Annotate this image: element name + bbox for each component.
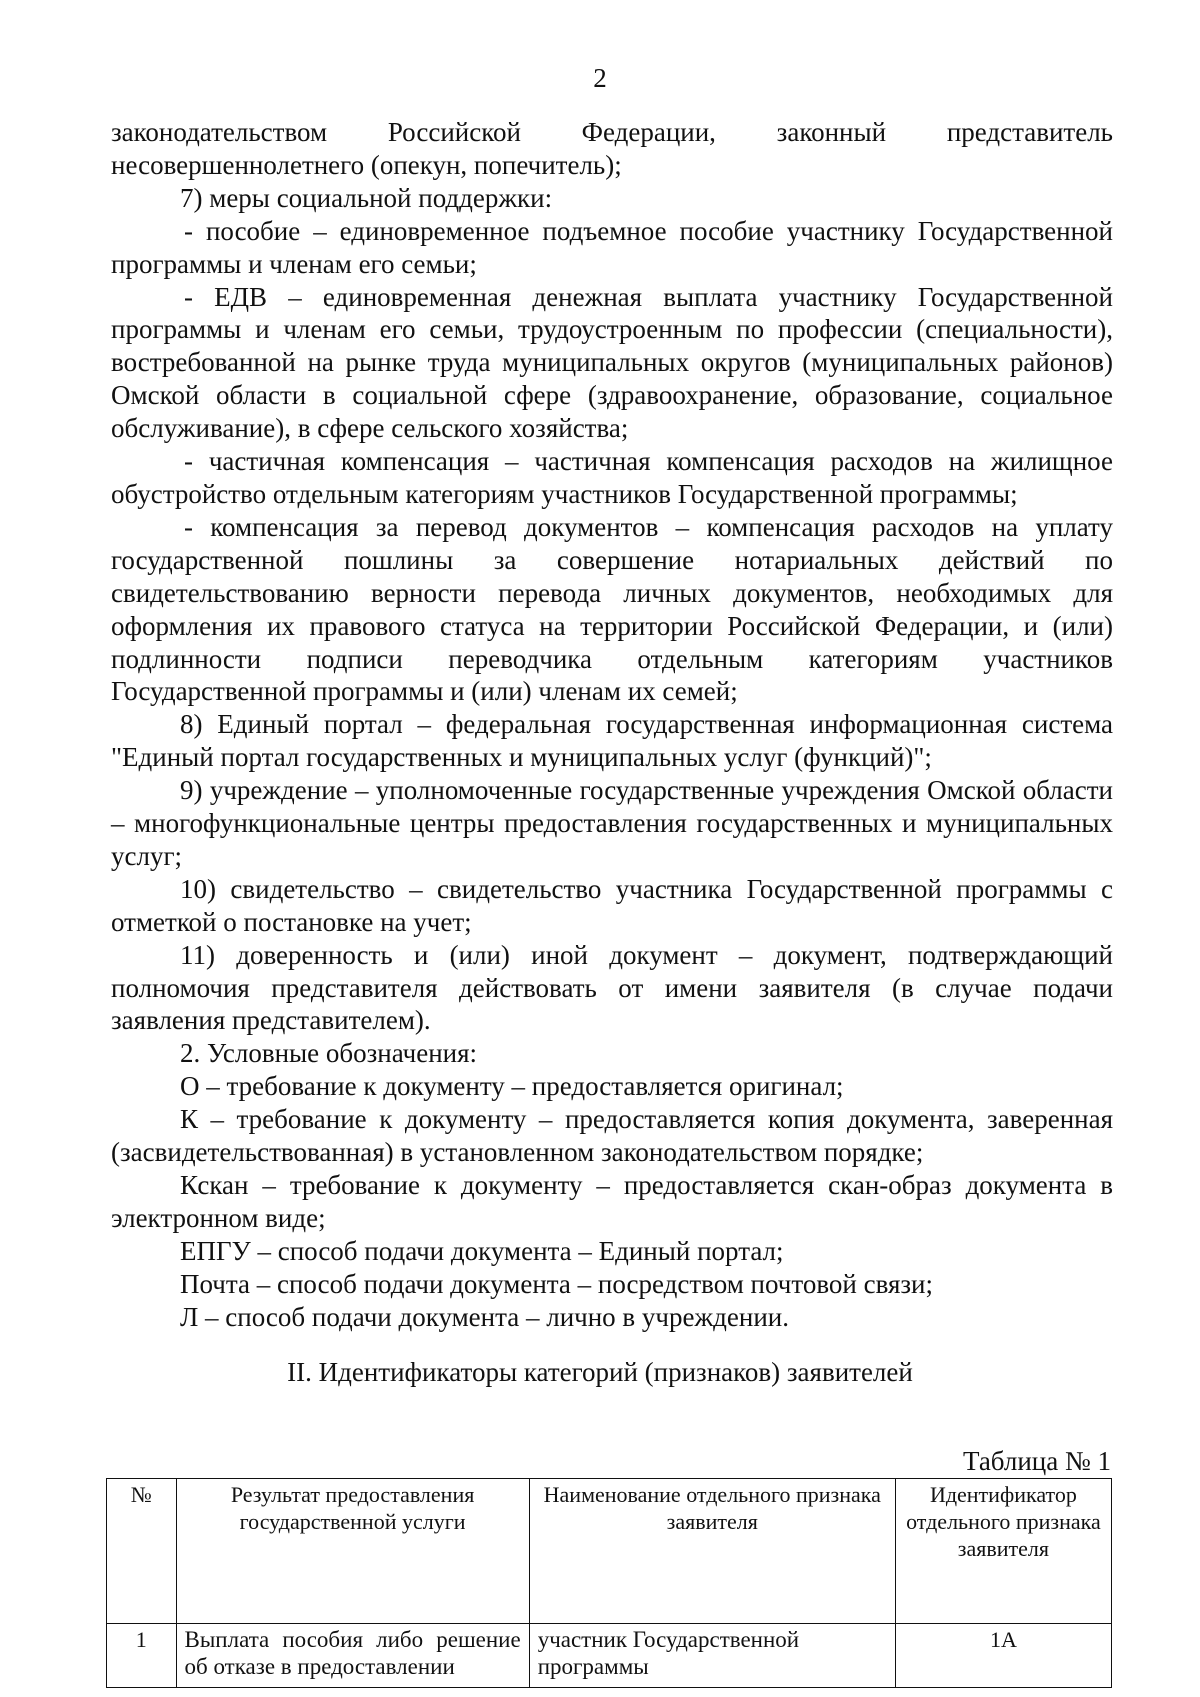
- paragraph-legend-kscan: Кскан – требование к документу – предоставляется скан-образ документа в электронном виде;: [111, 1170, 1113, 1233]
- paragraph-legend-l: Л – способ подачи документа – лично в учреждении.: [180, 1301, 789, 1332]
- row-number: 1: [107, 1624, 177, 1688]
- header-identifier: Идентификатор отдельного признака заявителя: [895, 1479, 1111, 1624]
- paragraph-benefit: - пособие – единовременное подъемное пособие участнику Государственной программы и членам его семьи;: [111, 215, 1113, 279]
- paragraph-legend-epgu: ЕПГУ – способ подачи документа – Единый портал;: [180, 1235, 784, 1266]
- paragraph-legend-mail: Почта – способ подачи документа – посредством почтовой связи;: [180, 1268, 933, 1299]
- table-header-row: [107, 1479, 1112, 1624]
- header-result: Результат предоставления государственной услуги: [176, 1479, 529, 1624]
- table-caption: Таблица № 1: [963, 1446, 1111, 1476]
- body-text: [111, 116, 1113, 1334]
- header-attribute-name: Наименование отдельного признака заявителя: [529, 1479, 895, 1624]
- header-number: №: [107, 1479, 177, 1624]
- row-identifier: 1А: [895, 1624, 1111, 1688]
- paragraph-translation-compensation: - компенсация за перевод документов – компенсация расходов на уплату государственной пошлины за совершение нотариальных действий по свидетельствованию верности перевода личных документов, необходимых для оформления их правового статуса на территории Российской Федерации, и (или) подлинности подписи переводчика отдельным категориям участников Государственной программы и (или) членам их семей;: [111, 511, 1113, 707]
- table-row: [107, 1624, 1112, 1688]
- paragraph-item-7: 7) меры социальной поддержки:: [180, 182, 553, 213]
- page-number: 2: [593, 63, 607, 93]
- paragraph-item-10: 10) свидетельство – свидетельство участника Государственной программы с отметкой о постановке на учет;: [111, 873, 1113, 937]
- paragraph-legend-k: К – требование к документу – предоставляется копия документа, заверенная (засвидетельствованная) в установленном законодательством порядке;: [111, 1104, 1113, 1168]
- identifiers-table: [106, 1478, 1112, 1688]
- paragraph-legend-o: О – требование к документу – предоставляется оригинал;: [180, 1071, 844, 1102]
- paragraph-continuation: законодательством Российской Федерации, законный представитель несовершеннолетнего (опекун, попечитель);: [111, 117, 1113, 180]
- paragraph-item-8: 8) Единый портал – федеральная государственная информационная система "Единый портал государственных и муниципальных услуг (функций)";: [111, 709, 1113, 773]
- paragraph-item-11: 11) доверенность и (или) иной документ – документ, подтверждающий полномочия представителя действовать от имени заявителя (в случае подачи заявления представителем).: [111, 939, 1113, 1036]
- paragraph-legend-heading: 2. Условные обозначения:: [180, 1038, 478, 1069]
- row-attribute-name: участник Государственной программы: [529, 1624, 895, 1688]
- paragraph-partial-compensation: - частичная компенсация – частичная компенсация расходов на жилищное обустройство отдельным категориям участников Государственной программы;: [111, 446, 1113, 509]
- paragraph-edv: - ЕДВ – единовременная денежная выплата участнику Государственной программы и членам его семьи, трудоустроенным по профессии (специальности), востребованной на рынке труда муниципальных округов (муниципальных районов) Омской области в социальной сфере (здравоохранение, образование, социальное обслуживание), в сфере сельского хозяйства;: [111, 281, 1113, 444]
- paragraph-item-9: 9) учреждение – уполномоченные государственные учреждения Омской области – многофункциональные центры предоставления государственных и муниципальных услуг;: [111, 775, 1113, 871]
- row-result: Выплата пособия либо решение об отказе в предоставлении: [176, 1624, 529, 1688]
- section-title: II. Идентификаторы категорий (признаков) заявителей: [287, 1357, 913, 1387]
